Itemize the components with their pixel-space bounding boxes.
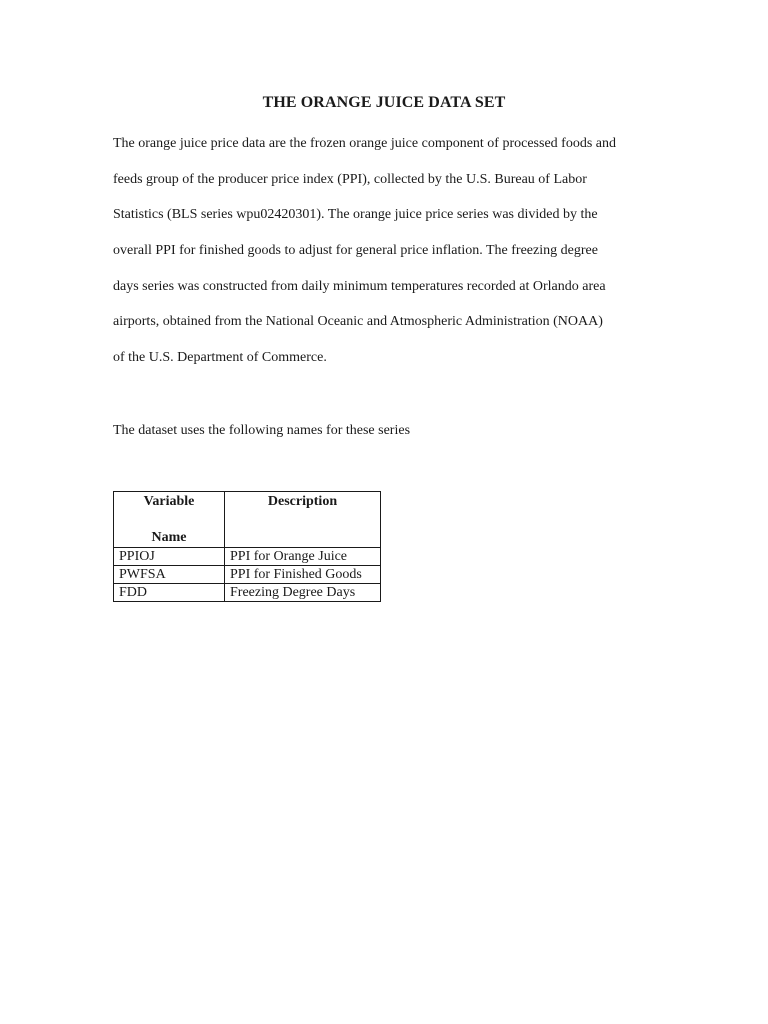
table-row: [114, 566, 381, 584]
paragraph-line: airports, obtained from the National Oceanic and Atmospheric Administration (NOAA): [113, 314, 603, 330]
table-row: [114, 548, 381, 566]
paragraph-line: days series was constructed from daily minimum temperatures recorded at Orlando area: [113, 278, 606, 294]
body-paragraph: [113, 131, 673, 381]
paragraph-line: feeds group of the producer price index (PPI), collected by the U.S. Bureau of Labor: [113, 171, 587, 187]
variable-name-cell: FDD: [114, 584, 225, 602]
header-variable-line2: Name: [151, 530, 187, 545]
variables-table: [113, 491, 381, 602]
variable-name-cell: PPIOJ: [114, 548, 225, 566]
header-variable-line1: Variable: [143, 494, 195, 509]
table-header-row: [114, 492, 381, 548]
variable-description-cell: PPI for Finished Goods: [225, 566, 381, 584]
paragraph-line: of the U.S. Department of Commerce.: [113, 350, 327, 366]
header-description: Description: [225, 492, 381, 548]
paragraph-line: The orange juice price data are the frozen orange juice component of processed foods and: [113, 136, 616, 151]
table-row: [114, 584, 381, 602]
variable-description-cell: PPI for Orange Juice: [225, 548, 381, 566]
variable-description-cell: Freezing Degree Days: [225, 584, 381, 602]
variable-name-cell: PWFSA: [114, 566, 225, 584]
paragraph-line: Statistics (BLS series wpu02420301). The orange juice price series was divided by the: [113, 207, 598, 223]
table-intro-text: The dataset uses the following names for these series: [113, 423, 411, 438]
header-variable-name: [114, 492, 225, 548]
document-title: THE ORANGE JUICE DATA SET: [262, 94, 506, 111]
paragraph-line: overall PPI for finished goods to adjust for general price inflation. The freezing degree: [113, 243, 598, 259]
